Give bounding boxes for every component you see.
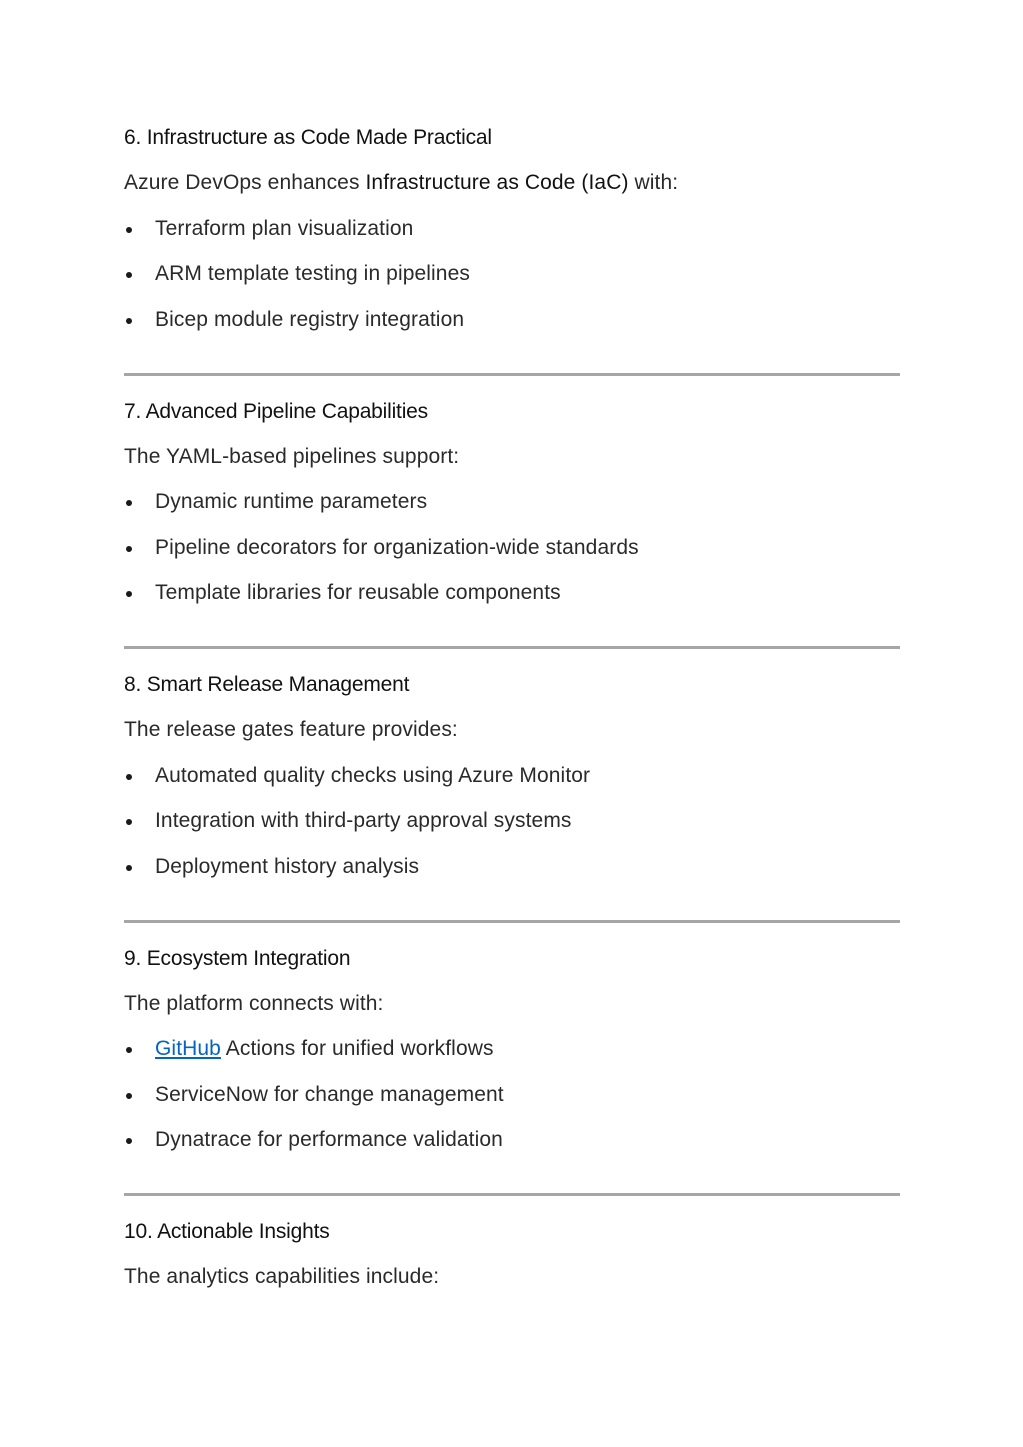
list-item (124, 530, 900, 566)
list-item (124, 575, 900, 611)
list-item (124, 803, 900, 839)
list-item (124, 758, 900, 794)
github-link[interactable]: GitHub (155, 1037, 221, 1060)
list-item (124, 256, 900, 292)
list-item-text: Dynatrace for performance validation (155, 1128, 503, 1151)
list-item-text: Pipeline decorators for organization-wide standards (155, 535, 639, 559)
section-divider (124, 373, 900, 376)
bullet-list (124, 211, 900, 338)
intro-emphasis: Infrastructure as Code (IaC) (365, 171, 629, 194)
list-item (124, 302, 900, 338)
section-heading: 9. Ecosystem Integration (124, 946, 351, 970)
list-item (124, 1122, 900, 1158)
list-item-text: ServiceNow for change management (155, 1082, 504, 1106)
section-ecosystem (124, 941, 900, 1159)
section-divider (124, 920, 900, 923)
bullet-icon (126, 500, 132, 506)
section-intro: The release gates feature provides: (124, 718, 458, 741)
bullet-list (124, 1031, 900, 1158)
bullet-list (124, 758, 900, 885)
bullet-icon (126, 546, 132, 552)
list-item (124, 1077, 900, 1113)
bullet-icon (126, 865, 132, 871)
list-item-text: ARM template testing in pipelines (155, 262, 470, 285)
bullet-icon (126, 819, 132, 825)
section-heading: 8. Smart Release Management (124, 673, 410, 696)
intro-text: Azure DevOps enhances (124, 171, 366, 194)
intro-text-end: with: (628, 171, 679, 194)
list-item-text: Dynamic runtime parameters (155, 490, 428, 513)
list-item (124, 849, 900, 885)
list-item (124, 211, 900, 247)
section-heading: 6. Infrastructure as Code Made Practical (124, 126, 492, 149)
list-item-text: Template libraries for reusable components (155, 581, 561, 604)
document-page (124, 120, 900, 1295)
section-pipeline (124, 394, 900, 612)
list-item-text: Bicep module registry integration (155, 307, 465, 331)
bullet-icon (126, 227, 132, 233)
bullet-icon (126, 1093, 132, 1099)
section-insights (124, 1214, 900, 1295)
bullet-icon (126, 1138, 132, 1144)
section-intro: The platform connects with: (124, 991, 384, 1015)
list-item (124, 1031, 900, 1067)
section-iac (124, 120, 900, 338)
section-divider (124, 646, 900, 649)
section-divider (124, 1193, 900, 1196)
list-item-text: Actions for unified workflows (220, 1037, 494, 1060)
bullet-icon (126, 1047, 132, 1053)
list-item-text: Integration with third-party approval systems (155, 809, 572, 832)
bullet-icon (126, 272, 132, 278)
list-item-text: Automated quality checks using Azure Monitor (155, 763, 591, 787)
section-intro (124, 165, 900, 201)
bullet-icon (126, 318, 132, 324)
list-item-text: Deployment history analysis (155, 854, 420, 878)
section-release (124, 667, 900, 885)
section-intro: The analytics capabilities include: (124, 1265, 440, 1288)
bullet-icon (126, 591, 132, 597)
bullet-icon (126, 774, 132, 780)
list-item (124, 484, 900, 520)
section-intro: The YAML-based pipelines support: (124, 444, 460, 468)
section-heading: 10. Actionable Insights (124, 1220, 330, 1243)
section-heading: 7. Advanced Pipeline Capabilities (124, 399, 428, 423)
bullet-list (124, 484, 900, 611)
list-item-text: Terraform plan visualization (155, 216, 414, 240)
